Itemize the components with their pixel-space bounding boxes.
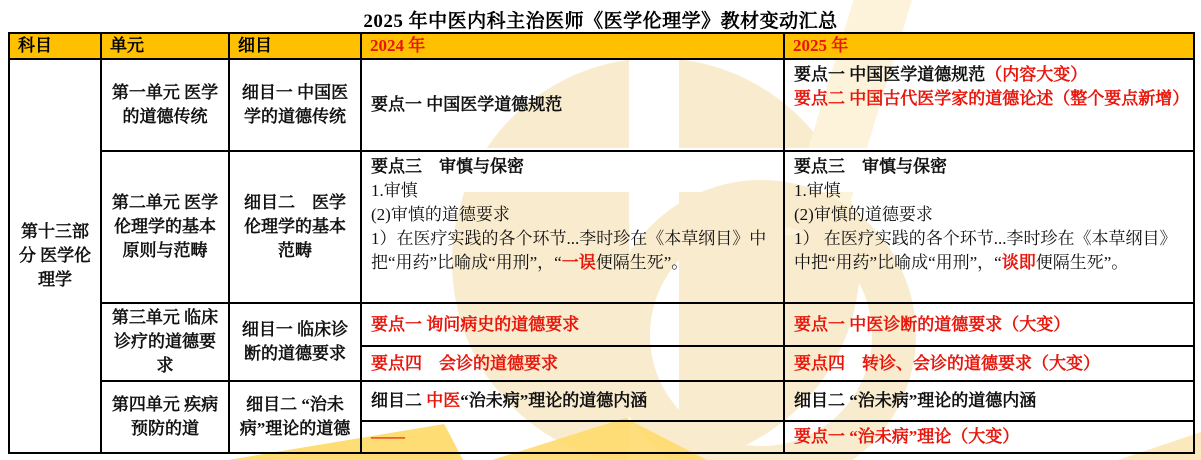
cell-2024-unit2: 要点三 审慎与保密 1.审慎 (2)审慎的道德要求 1）在医疗实践的各个环节...李时珍在《本草纲目》中把“用药”比喻成“用刑”，“一误便隔生死”。 [361,151,784,303]
cell-2025-unit2: 要点三 审慎与保密 1.审慎 (2)审慎的道德要求 1） 在医疗实践的各个环节...李时珍在《本草纲目》中把“用药”比喻成“用刑”，“谈即便隔生死”。 [784,151,1194,303]
cell-unit-1: 第一单元 医学的道德传统 [101,59,229,151]
cell-2024-unit3-sub1: 要点一 询问病史的道德要求 [361,303,784,346]
cell-2025-unit4-sub2: 要点一 “治未病”理论（大变） [784,421,1194,453]
cell-detail-4: 细目二 “治未病”理论的道德 [229,381,361,453]
cell-unit-2: 第二单元 医学伦理学的基本原则与范畴 [101,151,229,303]
header-unit: 单元 [101,33,229,59]
cell-2024-unit4-sub1: 细目二 中医“治未病”理论的道德内涵 [361,381,784,421]
row-unit4-sub1 [9,381,1194,421]
header-subject: 科目 [9,33,101,59]
cell-2025-unit3-sub1: 要点一 中医诊断的道德要求（大变） [784,303,1194,346]
header-2025: 2025 年 [784,33,1194,59]
cell-2024-unit3-sub2: 要点四 会诊的道德要求 [361,346,784,381]
changes-table [8,32,1195,454]
page-title: 2025 年中医内科主治医师《医学伦理学》教材变动汇总 [363,11,838,32]
cell-detail-3: 细目一 临床诊断的道德要求 [229,303,361,381]
cell-2024-unit4-sub2: —— [361,421,784,453]
row-unit3-sub1 [9,303,1194,346]
row-unit1 [9,59,1194,151]
cell-2025-unit3-sub2: 要点四 转诊、会诊的道德要求（大变） [784,346,1194,381]
cell-unit-3: 第三单元 临床诊疗的道德要求 [101,303,229,381]
cell-2025-unit1: 要点一 中国医学道德规范（内容大变） 要点二 中国古代医学家的道德论述（整个要点新增） [784,59,1194,151]
row-unit2 [9,151,1194,303]
cell-unit-4: 第四单元 疾病预防的道 [101,381,229,453]
header-detail: 细目 [229,33,361,59]
cell-2024-unit1: 要点一 中国医学道德规范 [361,59,784,151]
cell-2025-unit4-sub1: 细目二 “治未病”理论的道德内涵 [784,381,1194,421]
cell-subject: 第十三部分 医学伦理学 [9,59,101,453]
header-2024: 2024 年 [361,33,784,59]
table-header-row [9,33,1194,59]
cell-detail-2: 细目二 医学伦理学的基本范畴 [229,151,361,303]
cell-detail-1: 细目一 中国医学的道德传统 [229,59,361,151]
